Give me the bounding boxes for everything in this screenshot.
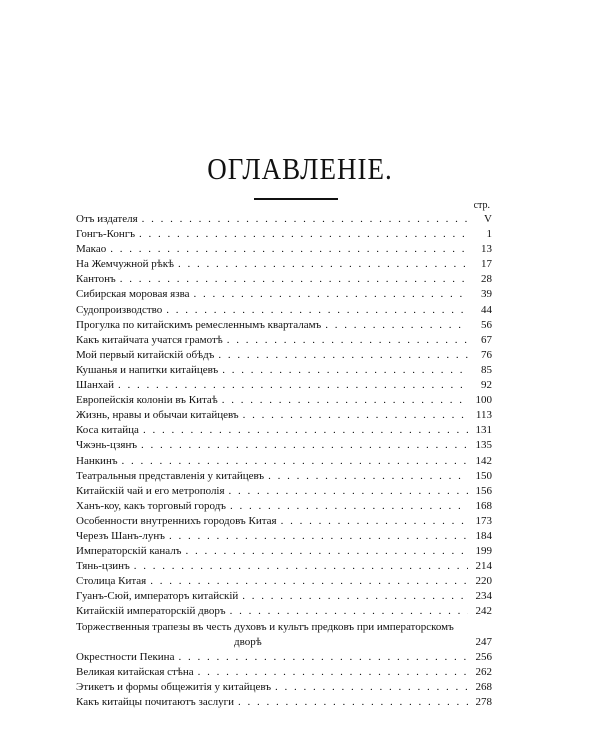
toc-entry-page-number: 131 (475, 424, 492, 437)
dot-leader (218, 348, 468, 363)
toc-entry (76, 303, 492, 318)
toc-entry-page-number: 220 (475, 575, 492, 588)
page-column-header: стр. (473, 200, 490, 211)
toc-entry-title: Нанкинъ (76, 454, 118, 467)
dot-leader (194, 287, 469, 302)
toc-entry-page-number: 242 (475, 605, 492, 618)
toc-entry-title: Гонгъ-Конгъ (76, 228, 136, 241)
page-title: ОГЛАВЛЕНІЕ. (207, 152, 393, 186)
toc-entry-title: Театральныя представленія у китайцевъ (76, 469, 265, 482)
toc-entry (76, 348, 492, 363)
toc-entry (76, 589, 492, 604)
toc-entry (76, 227, 492, 242)
toc-entry-title: Ханъ-коу, какъ торговый городъ (76, 499, 226, 512)
toc-entry-page-number: 256 (475, 650, 492, 663)
dot-leader (169, 529, 468, 544)
toc-entry (76, 393, 492, 408)
toc-entry-title: Кантонъ (76, 273, 116, 286)
dot-leader (143, 423, 468, 438)
toc-entry-page-number: 85 (481, 363, 492, 376)
toc-entry (76, 469, 492, 484)
dot-leader (142, 212, 468, 227)
toc-entry-title: Кушанья и напитки китайцевъ (76, 363, 219, 376)
toc-entry-page-number: 168 (475, 499, 492, 512)
toc-entry-title: Европейскія колоніи въ Китаѣ (76, 394, 218, 407)
toc-entry-title: Императорскій каналъ (76, 545, 182, 558)
toc-entry-page-number: 39 (481, 288, 492, 301)
dot-leader (229, 484, 468, 499)
table-of-contents (76, 212, 492, 710)
toc-entry-title: Отъ издателя (76, 213, 138, 225)
toc-entry (76, 574, 492, 589)
toc-entry (76, 559, 492, 574)
toc-entry (76, 620, 492, 650)
toc-entry (76, 423, 492, 438)
toc-entry-title: Макао (76, 243, 107, 256)
toc-entry-page-number: 156 (475, 484, 492, 497)
toc-entry-title: Гуанъ-Сюй, императоръ китайскій (76, 590, 239, 603)
toc-entry-title: Чжэнь-цзянъ (76, 439, 138, 452)
title-rule (254, 198, 338, 200)
toc-entry-page-number: 142 (475, 454, 492, 467)
dot-leader (178, 257, 468, 272)
dot-leader (230, 499, 468, 514)
toc-entry (76, 650, 492, 665)
toc-entry (76, 695, 492, 710)
toc-entry (76, 438, 492, 453)
toc-entry-page-number: V (484, 213, 492, 225)
toc-entry (76, 212, 492, 227)
toc-entry (76, 604, 492, 619)
dot-leader (122, 454, 468, 469)
toc-entry-title: Сибирская моровая язва (76, 288, 190, 301)
dot-leader (281, 514, 468, 529)
dot-leader (139, 227, 468, 242)
toc-entry-title: Какъ китайцы почитаютъ заслуги (76, 696, 234, 708)
dot-leader (185, 544, 468, 559)
toc-entry-title: Китайскій чай и его метрополія (76, 484, 225, 497)
dot-leader (275, 680, 468, 695)
toc-entry (76, 680, 492, 695)
toc-entry-title: Китайскій императорскій дворъ (76, 605, 226, 618)
dot-leader (227, 333, 468, 348)
toc-entry-page-number: 1 (486, 228, 492, 241)
dot-leader (230, 604, 468, 619)
toc-entry-page-number: 100 (475, 394, 492, 407)
toc-entry (76, 514, 492, 529)
toc-entry-title: Прогулка по китайскимъ ремесленнымъ кварталамъ (76, 318, 322, 331)
toc-entry-title-line2: дворѣ (234, 635, 262, 648)
toc-entry-page-number: 113 (475, 409, 492, 422)
toc-entry (76, 529, 492, 544)
dot-leader (141, 438, 468, 453)
toc-entry-page-number: 135 (475, 439, 492, 452)
toc-entry-title: Особенности внутреннихъ городовъ Китая (76, 514, 277, 527)
toc-entry-title: Шанхай (76, 379, 114, 392)
dot-leader (325, 318, 468, 333)
toc-entry-page-number: 76 (481, 348, 492, 361)
toc-entry-page-number: 13 (481, 243, 492, 256)
dot-leader (120, 272, 468, 287)
toc-entry (76, 287, 492, 302)
toc-entry-title: Окрестности Пекина (76, 650, 175, 663)
toc-entry (76, 665, 492, 680)
toc-entry (76, 257, 492, 272)
dot-leader (166, 303, 468, 318)
toc-entry-title: Тянь-цзинъ (76, 560, 130, 573)
toc-entry (76, 544, 492, 559)
dot-leader (242, 589, 468, 604)
toc-entry (76, 242, 492, 257)
dot-leader (178, 650, 468, 665)
toc-entry (76, 484, 492, 499)
toc-entry-title: Судопроизводство (76, 303, 163, 316)
toc-entry-page-number: 56 (481, 318, 492, 331)
toc-entry (76, 318, 492, 333)
toc-entry-page-number: 150 (475, 469, 492, 482)
dot-leader (238, 695, 468, 710)
dot-leader (198, 665, 468, 680)
dot-leader (268, 469, 468, 484)
dot-leader (134, 559, 468, 574)
dot-leader (222, 363, 468, 378)
toc-entry-page-number: 278 (475, 696, 492, 708)
toc-entry-title-line1: Торжественныя трапезы въ честь духовъ и культъ предковъ при императорскомъ (76, 620, 454, 633)
toc-entry-page-number: 262 (475, 665, 492, 678)
toc-entry-page-number: 247 (475, 635, 492, 648)
dot-leader (222, 393, 468, 408)
toc-entry-title: Черезъ Шанъ-лунъ (76, 529, 165, 542)
toc-entry-title: Этикетъ и формы общежитія у китайцевъ (76, 680, 272, 693)
toc-entry-page-number: 67 (481, 333, 492, 346)
toc-entry-title: Мой первый китайскій обѣдъ (76, 348, 215, 361)
toc-entry-title: Великая китайская стѣна (76, 665, 194, 678)
toc-entry-title (76, 620, 470, 650)
toc-entry-title: Жизнь, нравы и обычаи китайцевъ (76, 409, 239, 422)
toc-entry (76, 272, 492, 287)
dot-leader (243, 408, 468, 423)
toc-entry (76, 378, 492, 393)
toc-entry (76, 333, 492, 348)
toc-entry (76, 408, 492, 423)
toc-entry (76, 454, 492, 469)
toc-entry (76, 499, 492, 514)
toc-entry-page-number: 44 (481, 303, 492, 316)
toc-entry-page-number: 234 (475, 590, 492, 603)
toc-entry-title: Столица Китая (76, 575, 147, 588)
toc-entry-page-number: 92 (481, 379, 492, 392)
dot-leader (150, 574, 468, 589)
toc-entry-title: Коса китайца (76, 424, 139, 437)
toc-entry-page-number: 17 (481, 258, 492, 271)
toc-entry (76, 363, 492, 378)
toc-entry-page-number: 184 (475, 529, 492, 542)
toc-entry-page-number: 199 (475, 545, 492, 558)
toc-entry-title: Какъ китайчата учатся грамотѣ (76, 333, 223, 346)
dot-leader (118, 378, 468, 393)
toc-entry-page-number: 214 (475, 560, 492, 573)
toc-entry-title: На Жемчужной рѣкѣ (76, 258, 175, 271)
dot-leader (110, 242, 468, 257)
toc-entry-page-number: 173 (475, 514, 492, 527)
toc-entry-page-number: 28 (481, 273, 492, 286)
toc-entry-page-number: 268 (475, 680, 492, 693)
